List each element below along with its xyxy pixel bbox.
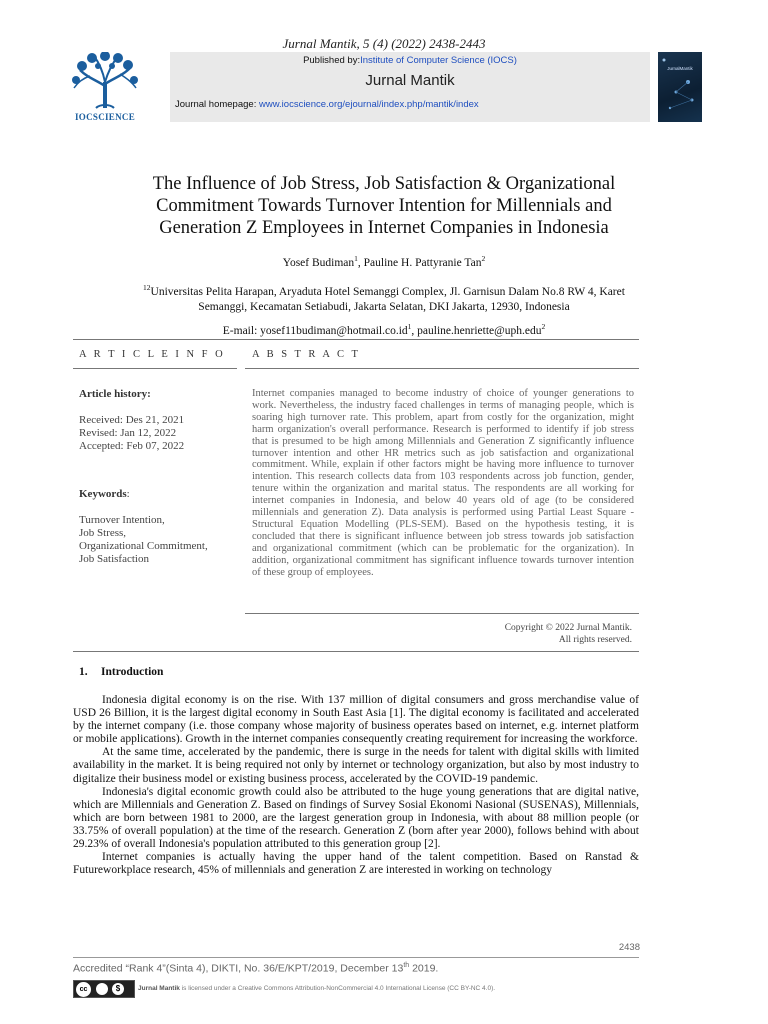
keywords-colon: :: [126, 488, 130, 500]
email-label: E-mail:: [222, 324, 261, 337]
abstract-text: Internet companies managed to become industry of choice of younger generations to work. Nevertheless, the industry faced challenges in terms of managing people, which is soaring high turnover rate. This problem, apart from costly for the organization, might harm organization's overall performance. Research is performed to identify if job stress that is presumed to be high among Millennials and Generation Z significantly influence turnover intention and other HR metrics such as job satisfaction and organizational commitment. While, explain if other factors might be having more influence to turnover intention. This research collects data from 103 respondents across job function, gender, tenure within the organization and marital status. The respondents are all working for internet companies in Indonesia, and below 40 years old of age (to be considered millennials and generation Z). Data analysis is performed using Partial Least Square - Structural Equation Modelling (PLS-SEM). Based on the hypothesis testing, it is concluded that there is significant influence between job stress towards job satisfaction and organizational commitment (which can be problematic for the organization). In addition, organizational commitment has significant influence towards turnover intention of these group of employees.: [252, 388, 634, 578]
paragraph: At the same time, accelerated by the pandemic, there is surge in the needs for talent with digital skills with limited availability in the market. It is being required not only by internet or technology organization, but also by most industry to digitalize their business model or existing business process, accelerated by the COVID-19 pandemic.: [73, 746, 639, 785]
email-sup: 1: [407, 322, 412, 331]
cc-icon: cc: [76, 982, 91, 997]
journal-name: Jurnal Mantik: [365, 72, 455, 89]
author-sup: 1: [354, 254, 358, 263]
published-by: [170, 55, 650, 66]
article-history-label: [79, 388, 239, 401]
email-sup: 2: [541, 322, 546, 331]
published-label: Published by:: [303, 55, 361, 66]
author-separator: ,: [357, 256, 364, 269]
iocscience-logo: [70, 52, 140, 122]
attribution-icon: [96, 983, 108, 995]
journal-cover-image: [658, 52, 702, 122]
affiliation: [80, 280, 688, 315]
journal-banner: [70, 52, 700, 122]
footer-divider: [73, 957, 639, 958]
logo-text: IOCSCIENCE: [74, 112, 135, 122]
license-text: [138, 985, 495, 992]
keywords-list: [79, 514, 239, 566]
page-number: 2438: [618, 942, 640, 953]
emails: [0, 322, 768, 337]
license-statement[interactable]: is licensed under a Creative Commons Attribution-NonCommercial 4.0 International License (CC BY-NC 4.0).: [179, 985, 496, 992]
received-date: Received: Des 21, 2021: [79, 414, 185, 426]
keywords-label-text: Keywords: [79, 488, 127, 500]
copyright: [505, 622, 632, 646]
accreditation: [73, 962, 438, 975]
tree-icon: [70, 52, 140, 110]
affil-line: Semanggi, Kecamatan Setiabudi, Jakarta Selatan, DKI Jakarta, 12930, Indonesia: [198, 300, 570, 313]
copyright-line: Copyright © 2022 Jurnal Mantik.: [504, 623, 632, 633]
authors: [0, 254, 768, 269]
affil-line: Universitas Pelita Harapan, Aryaduta Hotel Semanggi Complex, Jl. Garnisun Dalam No.8 RW 4, Karet: [150, 285, 625, 298]
article-history: [79, 414, 239, 453]
paragraph: Internet companies is actually having the upper hand of the talent competition. Based on Ranstad & Futureworkplace research, 45% of millennials and generation Z are interested in working on technology: [73, 851, 639, 877]
title-line: The Influence of Job Stress, Job Satisfaction & Organizational: [152, 174, 616, 194]
accred-text: Accredited “Rank 4”(Sinta 4), DIKTI, No. 36/E/KPT/2019, December 13: [73, 962, 404, 975]
keyword: Turnover Intention,: [79, 514, 165, 526]
article-info-heading: A R T I C L E I N F O: [79, 349, 226, 360]
license-journal: Jurnal Mantik: [138, 985, 180, 992]
divider: [245, 368, 639, 369]
keyword: Job Stress,: [79, 527, 127, 539]
abstract-heading: A B S T R A C T: [252, 349, 361, 360]
author-sup: 2: [481, 254, 486, 263]
divider: [73, 651, 639, 652]
network-graphic-icon: [658, 52, 702, 122]
author-name: Yosef Budiman: [282, 256, 355, 269]
history-label: Article history:: [79, 388, 151, 400]
publisher-link[interactable]: Institute of Computer Science (IOCS): [360, 55, 517, 66]
cc-license-badge[interactable]: [73, 980, 135, 998]
copyright-line: All rights reserved.: [558, 635, 632, 645]
introduction-body: [73, 694, 639, 877]
section-title: Introduction: [101, 666, 164, 678]
section-number: 1.: [79, 666, 88, 678]
paragraph: Indonesia's digital economic growth could also be attributed to the huge young generations that are digital native, which are Millennials and Generation Z. Based on findings of Survey Sosial Ekonomi Nasional (SUSENAS), Millennials, which are born between 1981 to 2000, are the largest generation group in Indonesia, with about 88 million people (or 33.75% of overall population) at the time of the research. Generation Z (born after year 2000), follows behind with about 29.23% of overall Indonesia's population attributed to this generation group [2].: [73, 785, 639, 851]
divider: [245, 613, 639, 614]
title-line: Commitment Towards Turnover Intention for Millennials and: [156, 196, 612, 216]
section-heading-introduction: [79, 666, 163, 678]
email-link[interactable]: yosef11budiman@hotmail.co.id: [260, 324, 408, 337]
accepted-date: Accepted: Feb 07, 2022: [79, 440, 185, 452]
keyword: Organizational Commitment,: [79, 540, 208, 552]
cover-title: JurnalMantik: [667, 66, 693, 71]
homepage-label: Journal homepage:: [175, 99, 259, 110]
journal-homepage: [175, 99, 650, 110]
title-line: Generation Z Employees in Internet Companies in Indonesia: [159, 218, 609, 238]
banner-info: [170, 52, 650, 122]
accred-end: 2019.: [409, 962, 439, 975]
journal-citation: Jurnal Mantik, 5 (4) (2022) 2438-2443: [282, 36, 486, 51]
homepage-link[interactable]: www.iocscience.org/ejournal/index.php/mantik/index: [258, 99, 479, 110]
keyword: Job Satisfaction: [79, 553, 149, 565]
keywords-label: [79, 488, 239, 501]
paragraph: Indonesia digital economy is on the rise. With 137 million of digital consumers and gross merchandise value of USD 26 Billion, it is the largest digital economy in South East Asia [1]. The digital economy is facilitated and accelerated by the internet company (i.e. those company whose majority of business operates based on internet, e.g. internet platform or mobile applications). Growth in the internet companies consequently creating requirement for increasing the workforce.: [73, 694, 639, 746]
divider: [73, 339, 639, 340]
author-name: Pauline H. Pattyranie Tan: [363, 256, 482, 269]
email-separator: ,: [411, 324, 418, 337]
revised-date: Revised: Jan 12, 2022: [79, 427, 177, 439]
divider: [73, 368, 237, 369]
noncommercial-icon: $: [112, 983, 124, 995]
email-link[interactable]: pauline.henriette@uph.edu: [417, 324, 542, 337]
affil-sup: 12: [143, 283, 151, 292]
accred-sup: th: [403, 962, 410, 969]
paper-title: [80, 173, 688, 239]
